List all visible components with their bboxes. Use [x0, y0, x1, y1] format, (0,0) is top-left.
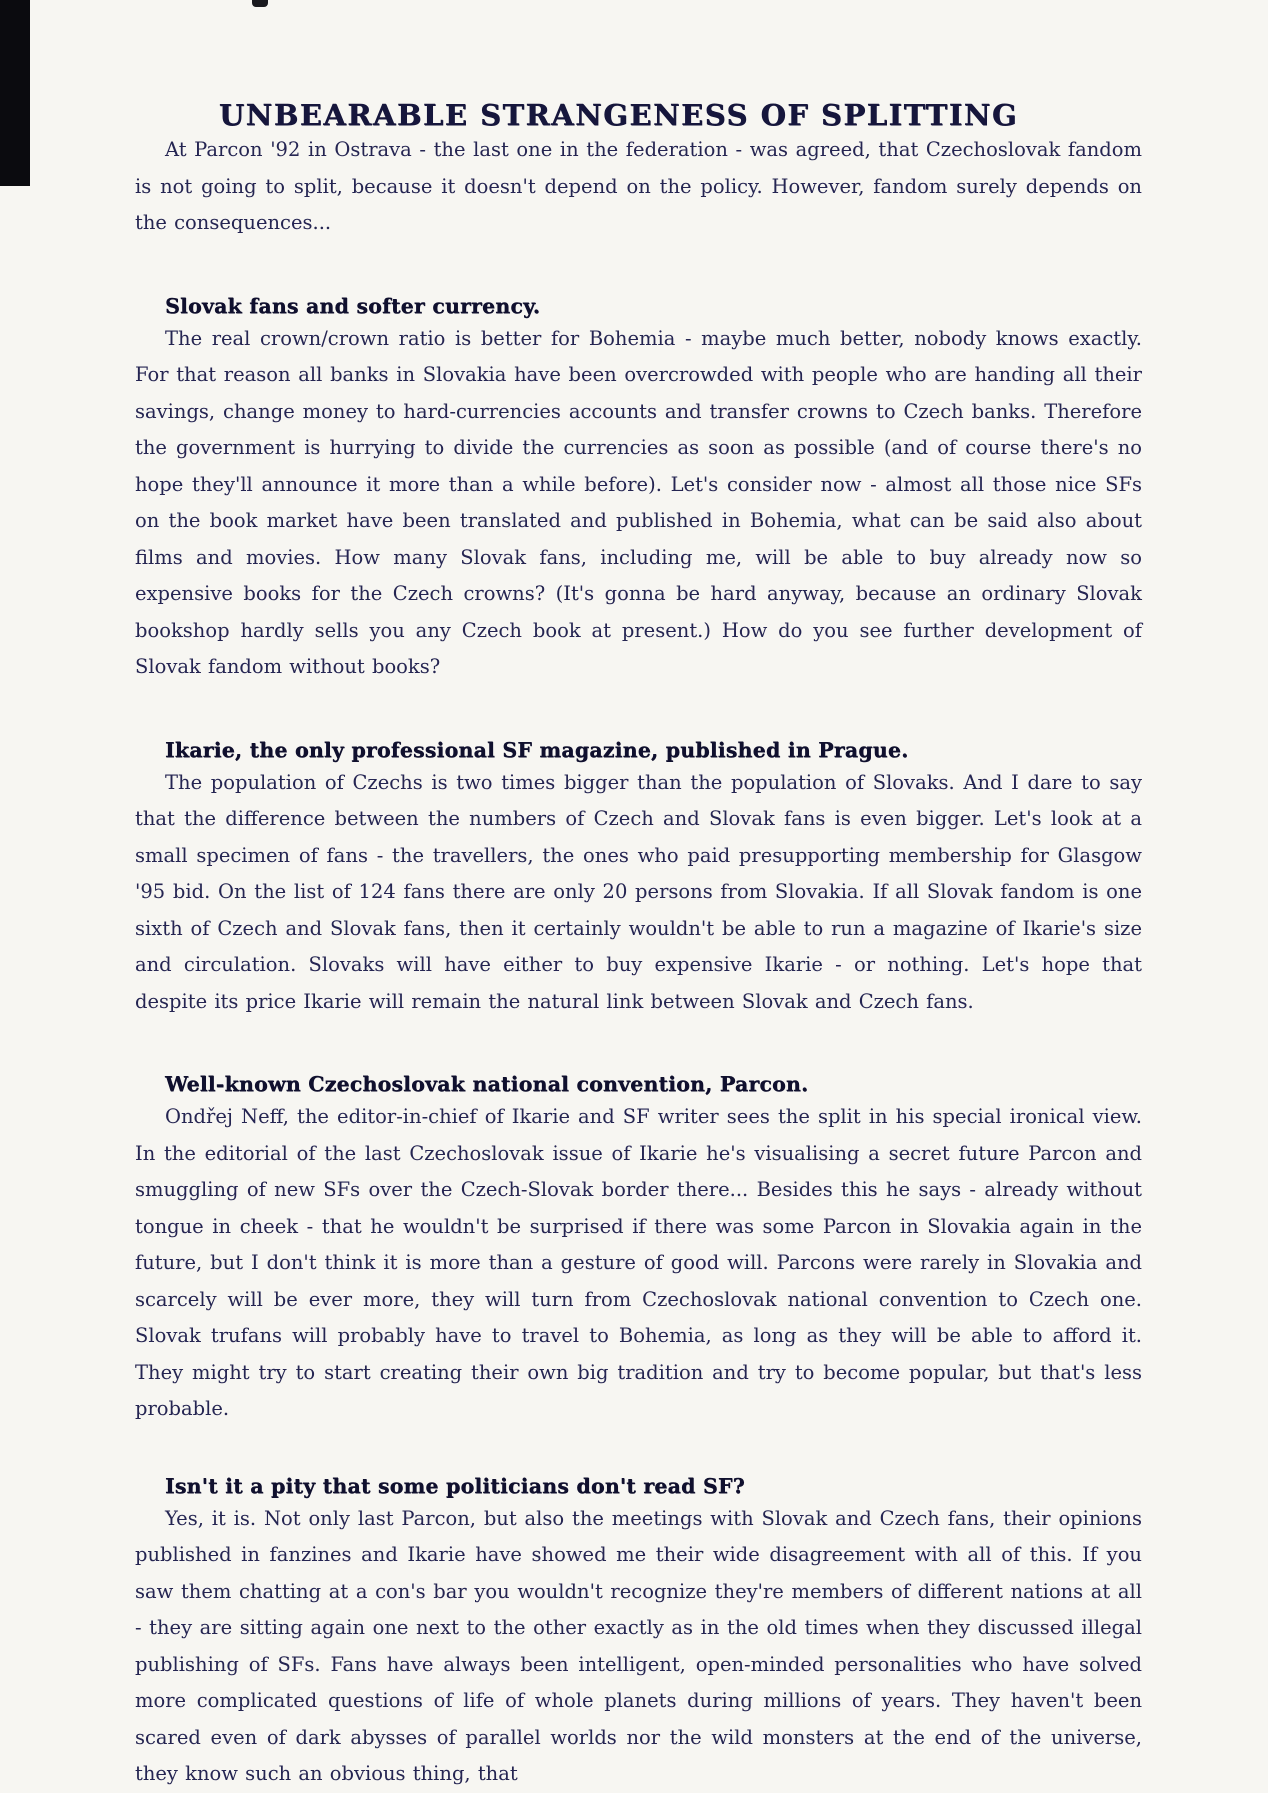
section-heading-parcon: Well-known Czechoslovak national convention, Parcon.: [165, 1072, 809, 1096]
spacer: [135, 242, 1142, 294]
document-title: UNBEARABLE STRANGENESS OF SPLITTING: [218, 98, 1019, 132]
spacer: [135, 686, 1142, 738]
spacer: [135, 1020, 1142, 1072]
section-currency: [135, 294, 1142, 686]
section-body-currency: The real crown/crown ratio is better for Bohemia - maybe much better, nobody knows exactly. For that reason all banks in Slovakia have been overcrowded with people who are handing all their savings, change money to hard-currencies accounts and transfer crowns to Czech banks. Therefore the government is hurrying to divide the currencies as soon as possible (and of course there's no hope they'll announce it more than a while before). Let's consider now - almost all those nice SFs on the book market have been translated and published in Bohemia, what can be said also about films and movies. How many Slovak fans, including me, will be able to buy already now so expensive books for the Czech crowns? (It's gonna be hard anyway, because an ordinary Slovak bookshop hardly sells you any Czech book at present.) How do you see further development of Slovak fandom without books?: [135, 326, 1142, 678]
spacer: [135, 1428, 1142, 1474]
scan-artifact-corner-bar: [0, 0, 30, 186]
section-body-parcon: Ondřej Neff, the editor-in-chief of Ikarie and SF writer sees the split in his special ironical view. In the editorial of the last Czechoslovak issue of Ikarie he's visualising a secret future Parcon and smuggling of new SFs over the Czech-Slovak border there... Besides this he says - already without tongue in cheek - that he wouldn't be surprised if there was some Parcon in Slovakia again in the future, but I don't think it is more than a gesture of good will. Parcons were rarely in Slovakia and scarcely will be ever more, they will turn from Czechoslovak national convention to Czech one. Slovak trufans will probably have to travel to Bohemia, as long as they will be able to afford it. They might try to start creating their own big tradition and try to become popular, but that's less probable.: [135, 1105, 1142, 1420]
section-heading-ikarie: Ikarie, the only professional SF magazine, published in Prague.: [165, 737, 909, 762]
section-body-ikarie: The population of Czechs is two times bigger than the population of Slovaks. And I dare to say that the difference between the numbers of Czech and Slovak fans is even bigger. Let's look at a small specimen of fans - the travellers, the ones who paid presupporting membership for Glasgow '95 bid. On the list of 124 fans there are only 20 persons from Slovakia. If all Slovak fandom is one sixth of Czech and Slovak fans, then it certainly wouldn't be able to run a magazine of Ikarie's size and circulation. Slovaks will have either to buy expensive Ikarie - or nothing. Let's hope that despite its price Ikarie will remain the natural link between Slovak and Czech fans.: [135, 770, 1142, 1013]
document-page: [135, 98, 1142, 1793]
section-ikarie: [135, 738, 1142, 1021]
section-body-politicians: Yes, it is. Not only last Parcon, but also the meetings with Slovak and Czech fans, their opinions published in fanzines and Ikarie have showed me their wide disagreement with all of this. If you saw them chatting at a con's bar you wouldn't recognize they're members of different nations at all - they are sitting again one next to the other exactly as in the old times when they discussed illegal publishing of SFs. Fans have always been intelligent, open-minded personalities who have solved more complicated questions of life of whole planets during millions of years. They haven't been scared even of dark abysses of parallel worlds nor the wild monsters at the end of the universe, they know such an obvious thing, that: [135, 1506, 1142, 1785]
section-heading-currency: Slovak fans and softer currency.: [165, 293, 541, 318]
section-parcon: [135, 1072, 1142, 1428]
section-heading-politicians: Isn't it a pity that some politicians don't read SF?: [165, 1473, 745, 1498]
intro-paragraph: At Parcon '92 in Ostrava - the last one in the federation - was agreed, that Czechoslovak fandom is not going to split, because it doesn't depend on the policy. However, fandom surely depends on the consequences...: [135, 138, 1142, 234]
section-politicians: [135, 1474, 1142, 1793]
scan-artifact-top-mark: [252, 0, 268, 7]
